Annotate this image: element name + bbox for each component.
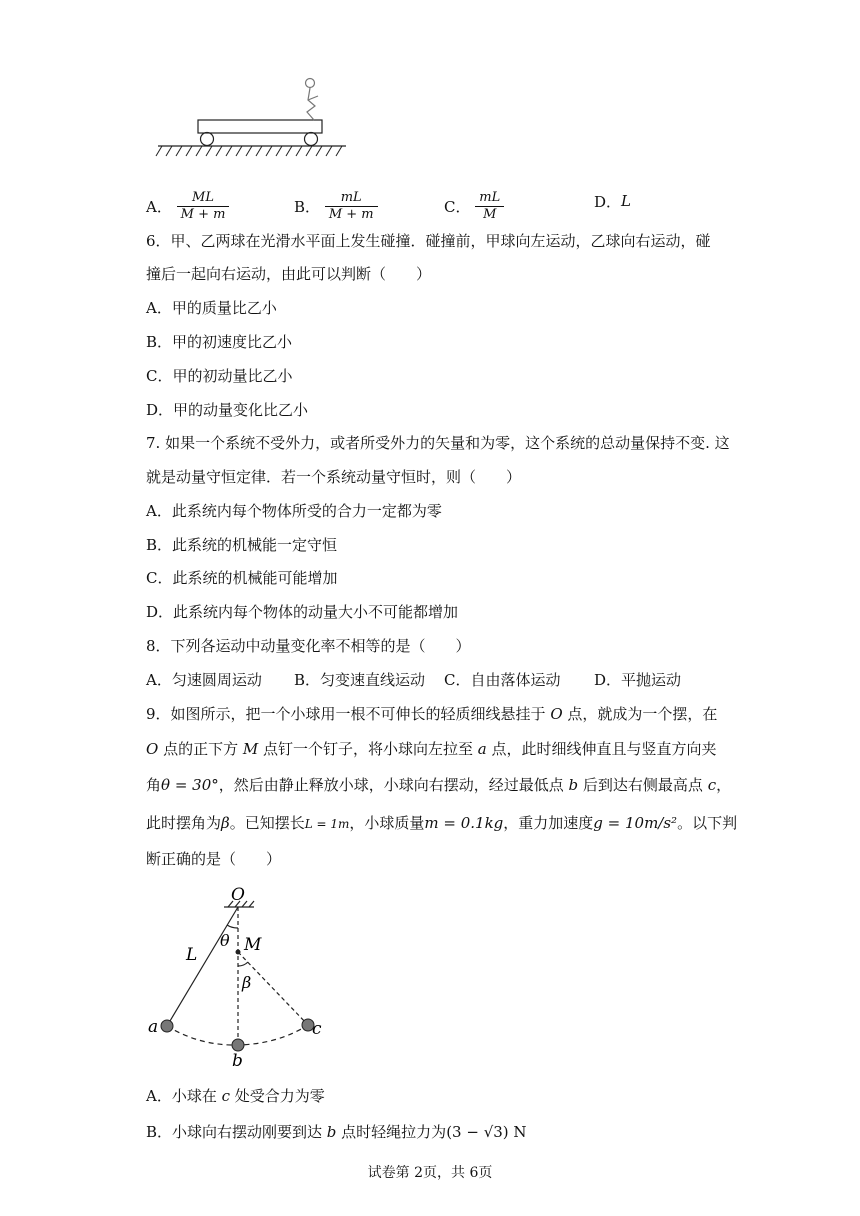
q5-option-a[interactable]: A． $\frac{ML}{M + m}$ bbox=[146, 190, 229, 223]
q8-stem: 8．下列各运动中动量变化率不相等的是（ ） bbox=[146, 637, 471, 655]
q9-option-a[interactable]: A．小球在 c 处受合力为零 bbox=[146, 1087, 325, 1105]
label-b: b bbox=[232, 1051, 243, 1070]
q9-option-b[interactable]: B．小球向右摆动刚要到达 b 点时轻绳拉力为(3 − √3) N bbox=[146, 1123, 527, 1141]
q5-option-b[interactable]: B． $\frac{mL}{M + m}$ bbox=[294, 190, 378, 223]
cart-figure bbox=[150, 70, 350, 160]
q8-option-b[interactable]: B．匀变速直线运动 bbox=[294, 671, 426, 689]
fraction: $\frac{ML}{M + m}$ bbox=[177, 190, 230, 223]
q6-option-d[interactable]: D．甲的动量变化比乙小 bbox=[146, 401, 309, 419]
q9-stem-line2: O 点的正下方 M 点钉一个钉子，将小球向左拉至 a 点，此时细线伸直且与竖直方向夹 bbox=[146, 740, 717, 758]
q7-option-b[interactable]: B．此系统的机械能一定守恒 bbox=[146, 536, 338, 554]
q5-option-d[interactable]: D．L bbox=[594, 192, 631, 211]
label-theta: θ bbox=[220, 931, 230, 950]
q7-stem-line2: 就是动量守恒定律．若一个系统动量守恒时，则（ ） bbox=[146, 468, 522, 486]
label-c: c bbox=[312, 1019, 322, 1039]
q6-stem-line1: 6．甲、乙两球在光滑水平面上发生碰撞．碰撞前，甲球向左运动，乙球向右运动，碰 bbox=[146, 232, 711, 250]
q6-option-a[interactable]: A．甲的质量比乙小 bbox=[146, 299, 277, 317]
q9-stem-line3: 角θ = 30°，然后由静止释放小球，小球向右摆动，经过最低点 b 后到达右侧最高点 c， bbox=[146, 776, 732, 794]
q7-option-a[interactable]: A．此系统内每个物体所受的合力一定都为零 bbox=[146, 502, 442, 520]
q8-option-d[interactable]: D．平抛运动 bbox=[594, 671, 682, 689]
q6-stem-line2: 撞后一起向右运动，由此可以判断（ ） bbox=[146, 265, 432, 283]
q7-option-d[interactable]: D．此系统内每个物体的动量大小不可能都增加 bbox=[146, 603, 459, 621]
q8-option-c[interactable]: C．自由落体运动 bbox=[444, 671, 561, 689]
pendulum-figure bbox=[140, 880, 340, 1070]
label-beta: β bbox=[242, 973, 252, 992]
fraction: $\frac{mL}{M + m}$ bbox=[325, 190, 378, 223]
q7-stem-line1: 7. 如果一个系统不受外力，或者所受外力的矢量和为零，这个系统的总动量保持不变. 这 bbox=[146, 434, 730, 452]
q9-stem-line5: 断正确的是（ ） bbox=[146, 850, 282, 868]
q8-option-a[interactable]: A．匀速圆周运动 bbox=[146, 671, 262, 689]
q6-option-c[interactable]: C．甲的初动量比乙小 bbox=[146, 367, 293, 385]
q9-stem-line4: 此时摆角为β。已知摆长L = 1m，小球质量m = 0.1kg，重力加速度g = 10m/s²。以下判 bbox=[146, 814, 738, 832]
label-l: L bbox=[186, 945, 198, 965]
q9-stem-line1: 9．如图所示，把一个小球用一根不可伸长的轻质细线悬挂于 O 点，就成为一个摆，在 bbox=[146, 705, 718, 723]
q5-option-c[interactable]: C． $\frac{mL}{M}$ bbox=[444, 190, 504, 223]
label-o: O bbox=[231, 885, 245, 905]
label-m: M bbox=[244, 935, 262, 955]
q6-option-b[interactable]: B．甲的初速度比乙小 bbox=[146, 333, 293, 351]
q7-option-c[interactable]: C．此系统的机械能可能增加 bbox=[146, 569, 338, 587]
fraction: $\frac{mL}{M}$ bbox=[475, 190, 504, 223]
page-footer: 试卷第 2页，共 6页 bbox=[367, 1165, 493, 1181]
label-a: a bbox=[148, 1017, 159, 1037]
